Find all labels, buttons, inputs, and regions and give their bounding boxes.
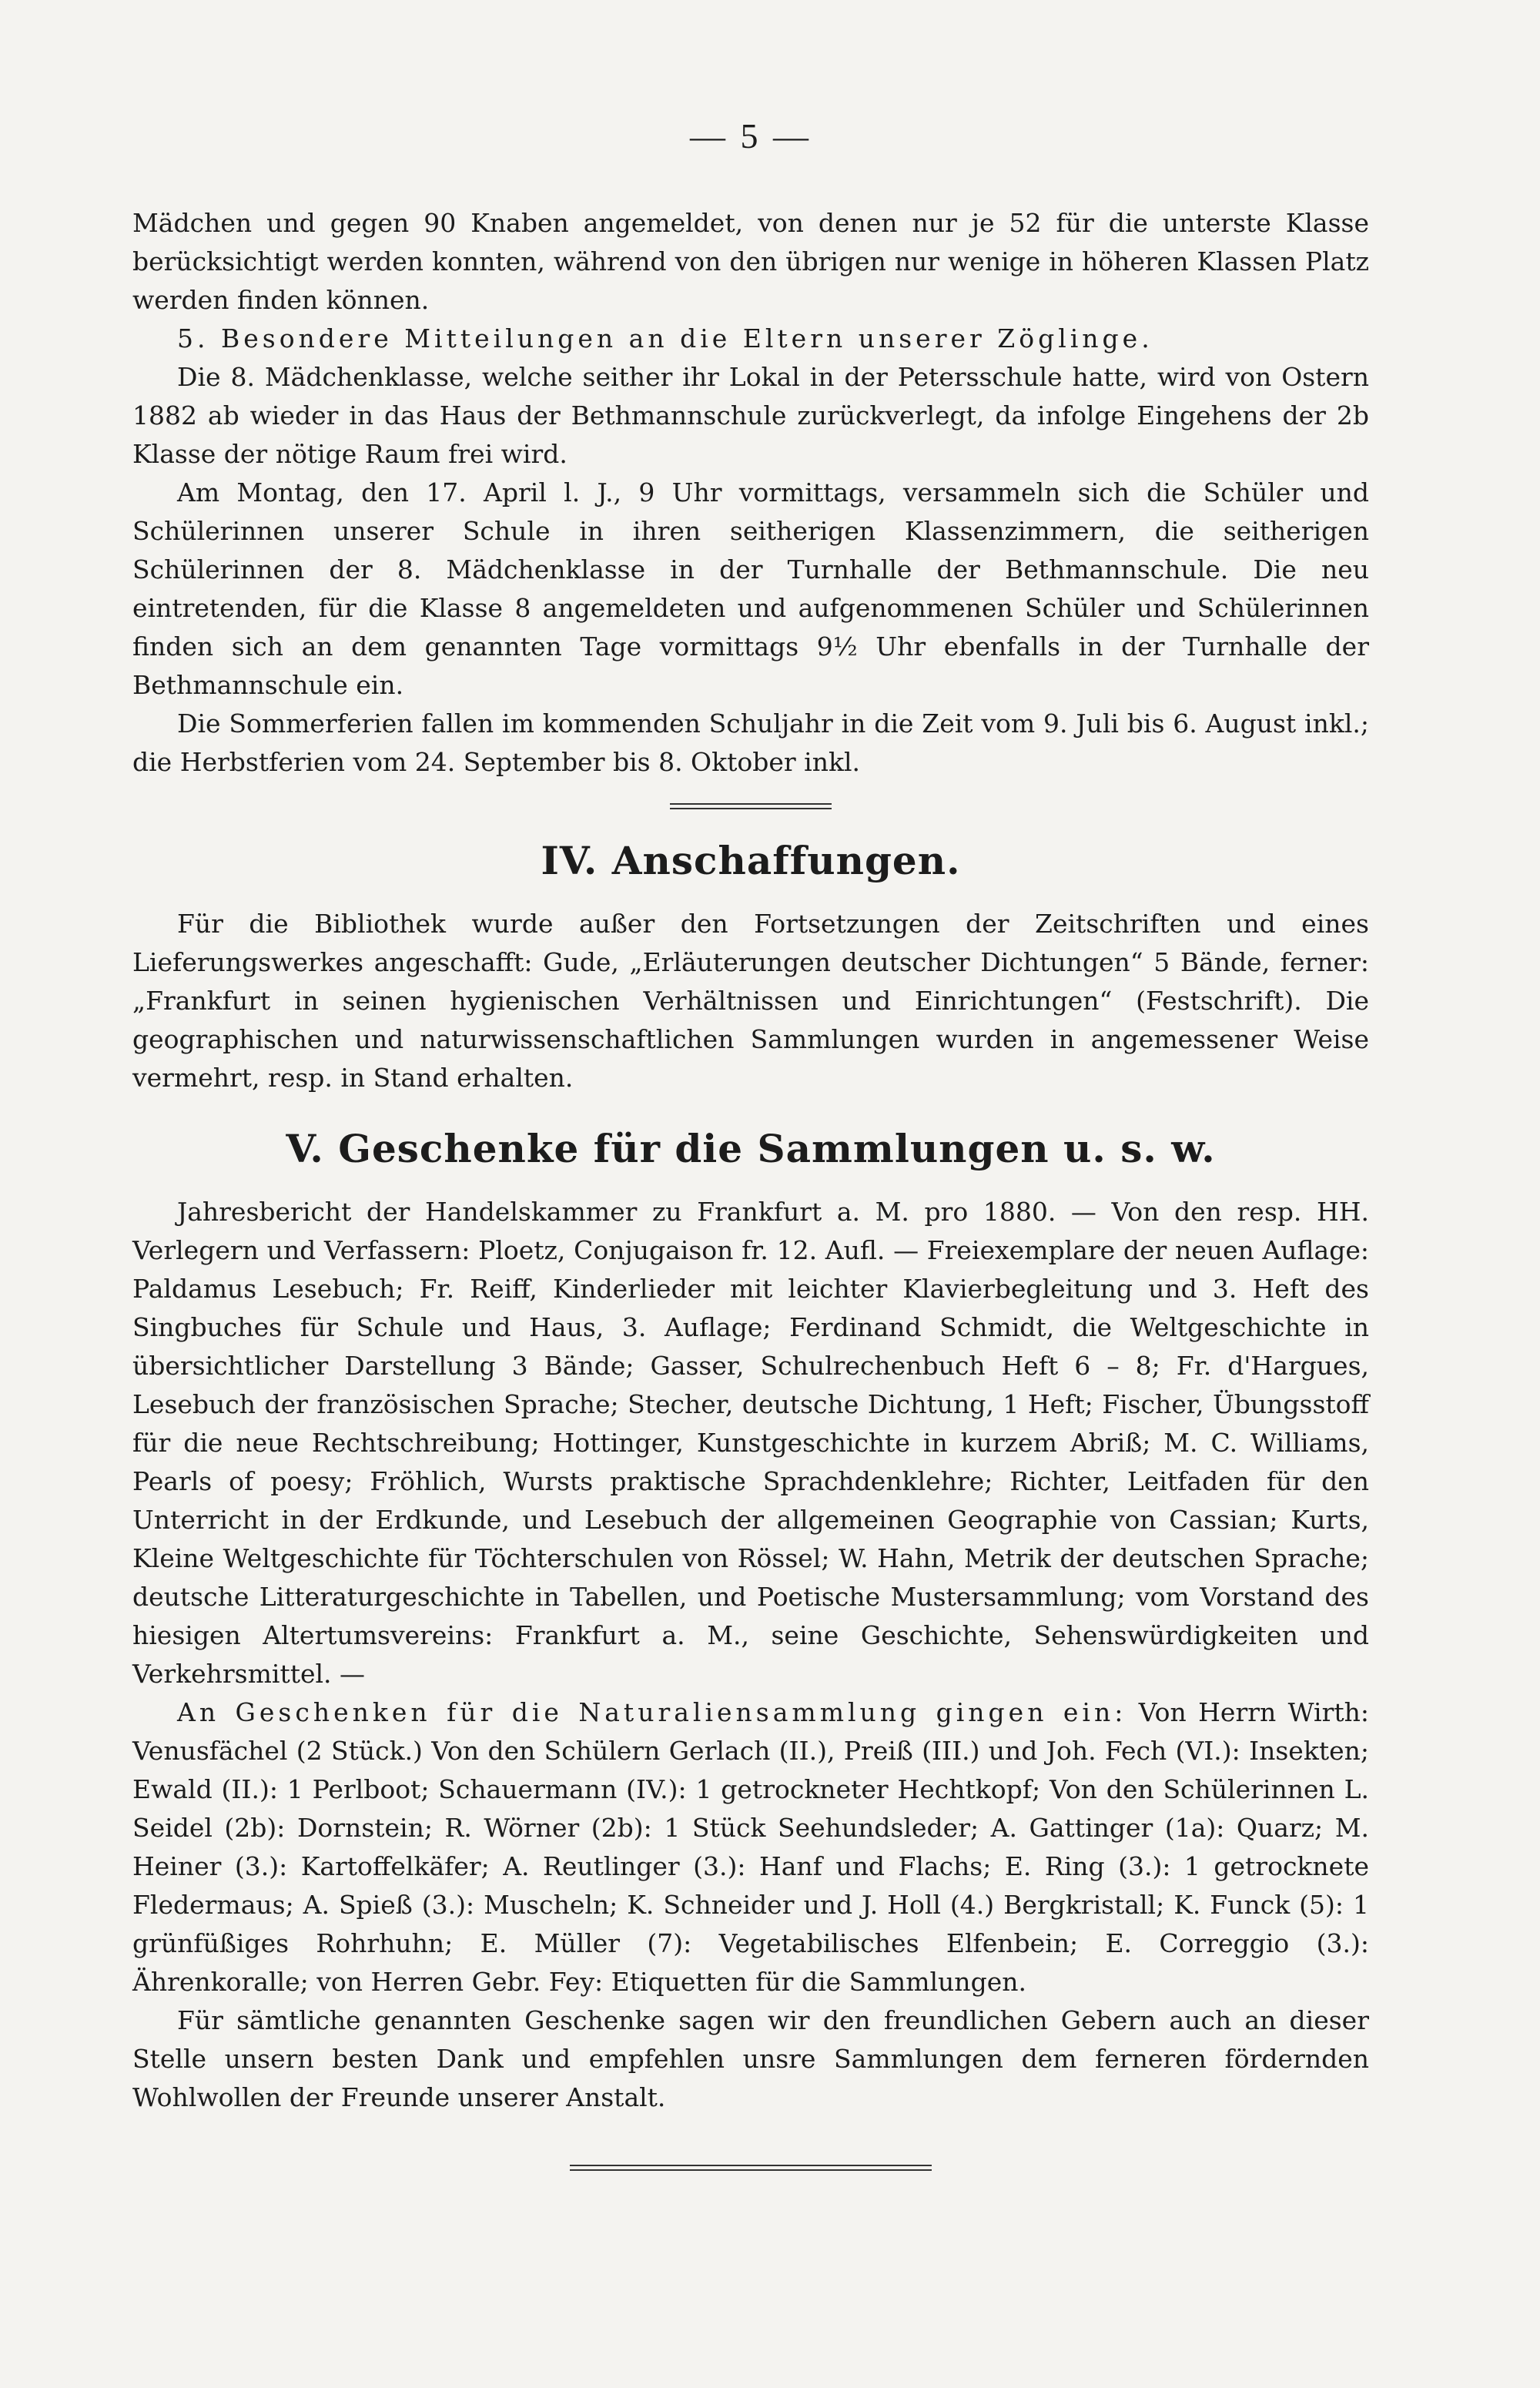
- section-4-paragraph: Für die Bibliothek wurde außer den Fortsetzungen der Zeitschriften und eines Lieferungswerkes angeschafft: Gude, „Erläuterungen deutscher Dichtungen“ 5 Bände, ferner: „Frankfurt in seinen hygienischen Verhältnissen und Einrichtungen“ (Festschrift). Die geographischen und naturwissenschaftlichen Sammlungen wurden in angemessener Weise vermehrt, resp. in Stand erhalten.: [132, 909, 1369, 1093]
- subsection-heading: 5. Besondere Mitteilungen an die Eltern unserer Zöglinge.: [177, 323, 1153, 353]
- section-4-title: IV. Anschaffungen.: [541, 838, 961, 883]
- page-content: [132, 116, 1369, 2192]
- end-divider: [570, 2165, 932, 2171]
- page-number: — 5 —: [690, 116, 812, 156]
- naturalien-label: An Geschenken für die Naturaliensammlung gingen ein:: [177, 1697, 1127, 1727]
- intro-paragraph-4: Die Sommerferien fallen im kommenden Schuljahr in die Zeit vom 9. Juli bis 6. August inkl.; die Herbstferien vom 24. September bis 8. Oktober inkl.: [132, 708, 1369, 777]
- section-5-paragraph-1: Jahresbericht der Handelskammer zu Frankfurt a. M. pro 1880. — Von den resp. HH. Verlegern und Verfassern: Ploetz, Conjugaison fr. 12. Aufl. — Freiexemplare der neuen Auflage: Paldamus Lesebuch; Fr. Reiff, Kinderlieder mit leichter Klavierbegleitung und 3. Heft des Singbuches für Schule und Haus, 3. Auflage; Ferdinand Schmidt, die Weltgeschichte in übersichtlicher Darstellung 3 Bände; Gasser, Schulrechenbuch Heft 6 – 8; Fr. d'Hargues, Lesebuch der französischen Sprache; Stecher, deutsche Dichtung, 1 Heft; Fischer, Übungsstoff für die neue Rechtschreibung; Hottinger, Kunstgeschichte in kurzem Abriß; M. C. Williams, Pearls of poesy; Fröhlich, Wursts praktische Sprachdenklehre; Richter, Leitfaden für den Unterricht in der Erdkunde, und Lesebuch der allgemeinen Geographie von Cassian; Kurts, Kleine Weltgeschichte für Töchterschulen von Rössel; W. Hahn, Metrik der deutschen Sprache; deutsche Litteraturgeschichte in Tabellen, und Poetische Mustersammlung; vom Vorstand des hiesigen Altertumsvereins: Frankfurt a. M., seine Geschichte, Sehenswürdigkeiten und Verkehrsmittel. —: [132, 1197, 1369, 1689]
- section-5-paragraph-2: [132, 1693, 1369, 2001]
- section-5-title: V. Geschenke für die Sammlungen u. s. w.: [286, 1126, 1216, 1171]
- section-divider: [670, 803, 832, 809]
- intro-paragraph-3: Am Montag, den 17. April l. J., 9 Uhr vormittags, versammeln sich die Schüler und Schülerinnen unserer Schule in ihren seitherigen Klassenzimmern, die seitherigen Schülerinnen der 8. Mädchenklasse in der Turnhalle der Bethmannschule. Die neu eintretenden, für die Klasse 8 angemeldeten und aufgenommenen Schüler und Schülerinnen finden sich an dem genannten Tage vormittags 9½ Uhr ebenfalls in der Turnhalle der Bethmannschule ein.: [132, 477, 1369, 700]
- intro-paragraph-2: Die 8. Mädchenklasse, welche seither ihr Lokal in der Petersschule hatte, wird von Ostern 1882 ab wieder in das Haus der Bethmannschule zurückverlegt, da infolge Eingehens der 2b Klasse der nötige Raum frei wird.: [132, 362, 1369, 469]
- intro-paragraph-1: Mädchen und gegen 90 Knaben angemeldet, von denen nur je 52 für die unterste Klasse berücksichtigt werden konnten, während von den übrigen nur wenige in höheren Klassen Platz werden finden können.: [132, 208, 1369, 315]
- section-5-paragraph-3: Für sämtliche genannten Geschenke sagen wir den freundlichen Gebern auch an dieser Stelle unsern besten Dank und empfehlen unsre Sammlungen dem ferneren fördernden Wohlwollen der Freunde unserer Anstalt.: [132, 2005, 1369, 2112]
- naturalien-list: Von Herrn Wirth: Venusfächel (2 Stück.) Von den Schülern Gerlach (II.), Preiß (III.) und Joh. Fech (VI.): Insekten; Ewald (II.): 1 Perlboot; Schauermann (IV.): 1 getrockneter Hechtkopf; Von den Schülerinnen L. Seidel (2b): Dornstein; R. Wörner (2b): 1 Stück Seehundsleder; A. Gattinger (1a): Quarz; M. Heiner (3.): Kartoffelkäfer; A. Reutlinger (3.): Hanf und Flachs; E. Ring (3.): 1 getrocknete Fledermaus; A. Spieß (3.): Muscheln; K. Schneider und J. Holl (4.) Bergkristall; K. Funck (5): 1 grünfüßiges Rohrhuhn; E. Müller (7): Vegetabilisches Elfenbein; E. Correggio (3.): Ährenkoralle; von Herren Gebr. Fey: Etiquetten für die Sammlungen.: [132, 1697, 1369, 1997]
